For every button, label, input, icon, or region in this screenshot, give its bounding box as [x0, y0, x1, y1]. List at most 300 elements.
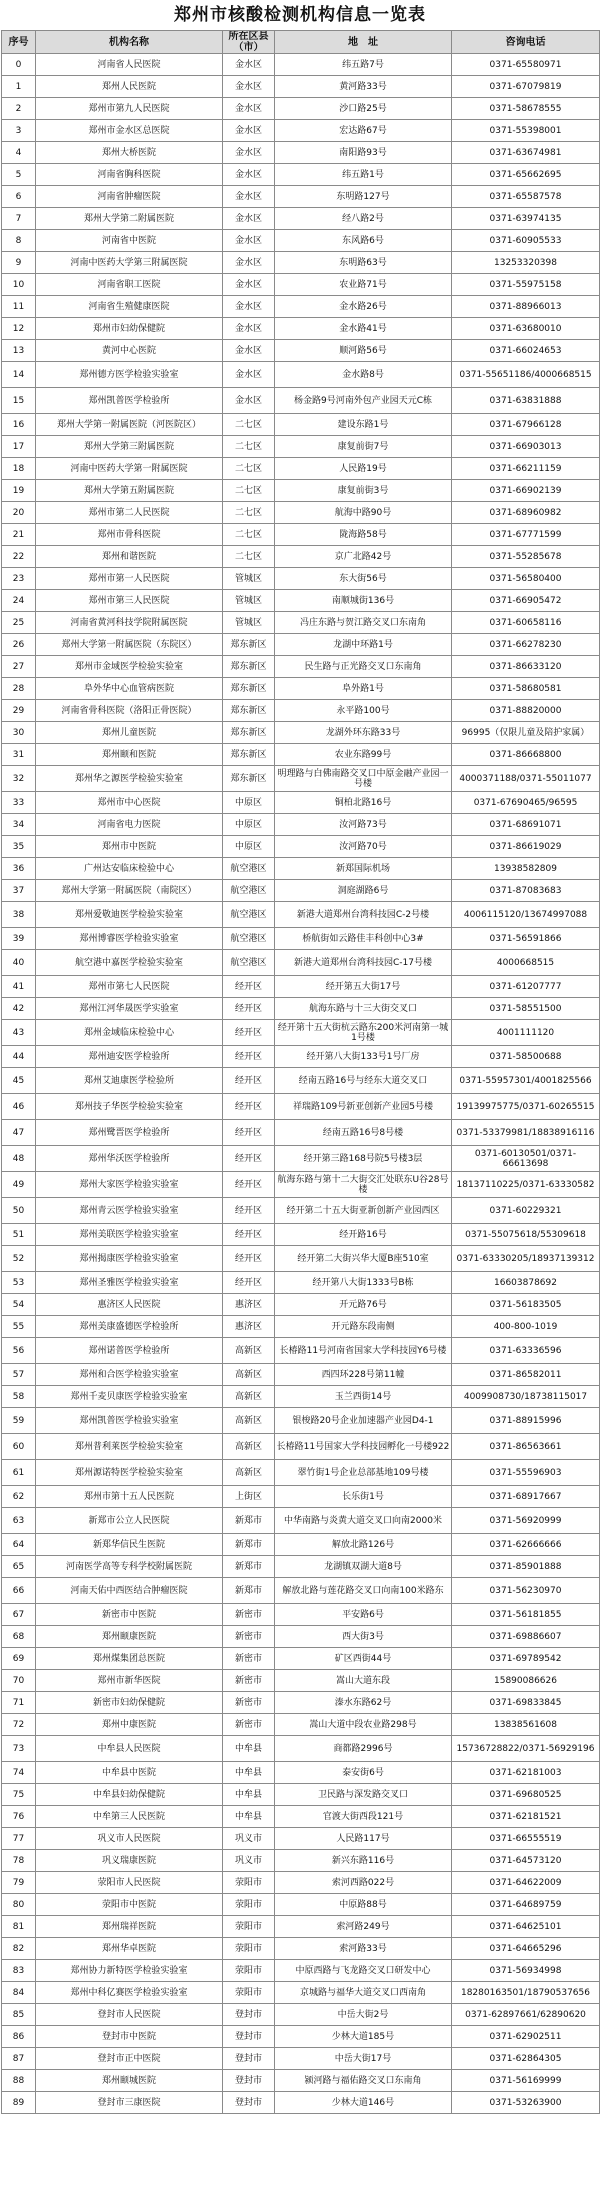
- cell-address: 经开第二十五大街亚新创新产业园西区: [275, 1198, 452, 1224]
- cell-phone: 4009908730/18738115017: [452, 1386, 600, 1408]
- cell-phone: 0371-68691071: [452, 814, 600, 836]
- cell-name: 登封市正中医院: [36, 2048, 223, 2070]
- table-header-row: [2, 31, 600, 54]
- table-row: [2, 1172, 600, 1198]
- cell-district: 经开区: [223, 1272, 275, 1294]
- table-row: [2, 54, 600, 76]
- cell-name: 郑州市新华医院: [36, 1670, 223, 1692]
- cell-district: 荥阳市: [223, 1872, 275, 1894]
- cell-phone: 0371-58678555: [452, 98, 600, 120]
- table-row: [2, 1626, 600, 1648]
- cell-name: 河南中医药大学第三附属医院: [36, 252, 223, 274]
- cell-name: 河南省骨科医院（洛阳正骨医院）: [36, 700, 223, 722]
- table-row: [2, 1020, 600, 1046]
- cell-address: 经南五路16号8号楼: [275, 1120, 452, 1146]
- cell-phone: 0371-66211159: [452, 458, 600, 480]
- cell-phone: 16603878692: [452, 1272, 600, 1294]
- cell-phone: 0371-64689759: [452, 1894, 600, 1916]
- cell-index: 8: [2, 230, 36, 252]
- cell-phone: 0371-66024653: [452, 340, 600, 362]
- cell-district: 登封市: [223, 2092, 275, 2114]
- cell-district: 荥阳市: [223, 1982, 275, 2004]
- cell-index: 68: [2, 1626, 36, 1648]
- cell-phone: 0371-56181855: [452, 1604, 600, 1626]
- cell-phone: 0371-56920999: [452, 1508, 600, 1534]
- cell-district: 金水区: [223, 142, 275, 164]
- table-row: [2, 1094, 600, 1120]
- cell-address: 民生路与正光路交叉口东南角: [275, 656, 452, 678]
- table-row: [2, 902, 600, 928]
- cell-name: 郑州千麦贝康医学检验实验室: [36, 1386, 223, 1408]
- table-row: [2, 814, 600, 836]
- cell-district: 郑东新区: [223, 722, 275, 744]
- cell-phone: 0371-62897661/62890620: [452, 2004, 600, 2026]
- cell-phone: 4001111120: [452, 1020, 600, 1046]
- cell-index: 7: [2, 208, 36, 230]
- cell-name: 郑州市金水区总医院: [36, 120, 223, 142]
- cell-district: 二七区: [223, 502, 275, 524]
- cell-index: 19: [2, 480, 36, 502]
- cell-index: 22: [2, 546, 36, 568]
- cell-district: 经开区: [223, 1146, 275, 1172]
- cell-district: 高新区: [223, 1408, 275, 1434]
- cell-name: 郑州儿童医院: [36, 722, 223, 744]
- cell-phone: 0371-61207777: [452, 976, 600, 998]
- cell-phone: 15736728822/0371-56929196: [452, 1736, 600, 1762]
- cell-phone: 0371-60229321: [452, 1198, 600, 1224]
- cell-district: 中原区: [223, 836, 275, 858]
- cell-name: 中牟县中医院: [36, 1762, 223, 1784]
- cell-address: 铜柏北路16号: [275, 792, 452, 814]
- cell-address: 洞庭湖路6号: [275, 880, 452, 902]
- table-row: [2, 1272, 600, 1294]
- cell-address: 卫民路与深发路交叉口: [275, 1784, 452, 1806]
- table-row: [2, 998, 600, 1020]
- table-row: [2, 1486, 600, 1508]
- table-row: [2, 1408, 600, 1434]
- cell-name: 新郑市公立人民医院: [36, 1508, 223, 1534]
- cell-index: 32: [2, 766, 36, 792]
- cell-index: 18: [2, 458, 36, 480]
- cell-name: 郑州人民医院: [36, 76, 223, 98]
- cell-index: 48: [2, 1146, 36, 1172]
- cell-district: 中原区: [223, 814, 275, 836]
- cell-address: 长乐街1号: [275, 1486, 452, 1508]
- cell-phone: 0371-63680010: [452, 318, 600, 340]
- table-row: [2, 1714, 600, 1736]
- table-row: [2, 1146, 600, 1172]
- cell-address: 长椿路11号河南省国家大学科技园Y6号楼: [275, 1338, 452, 1364]
- cell-index: 52: [2, 1246, 36, 1272]
- cell-name: 郑州协力新特医学检验实验室: [36, 1960, 223, 1982]
- cell-district: 经开区: [223, 998, 275, 1020]
- cell-index: 2: [2, 98, 36, 120]
- cell-name: 郑州颐和医院: [36, 744, 223, 766]
- table-row: [2, 1198, 600, 1224]
- cell-index: 33: [2, 792, 36, 814]
- cell-phone: 0371-65662695: [452, 164, 600, 186]
- cell-phone: 0371-67966128: [452, 414, 600, 436]
- cell-index: 40: [2, 950, 36, 976]
- cell-address: 建设东路1号: [275, 414, 452, 436]
- table-row: [2, 1604, 600, 1626]
- cell-phone: 0371-88966013: [452, 296, 600, 318]
- cell-address: 经八路2号: [275, 208, 452, 230]
- cell-phone: 0371-66555519: [452, 1828, 600, 1850]
- cell-district: 经开区: [223, 1068, 275, 1094]
- cell-address: 开元路东段南侧: [275, 1316, 452, 1338]
- cell-address: 新兴东路116号: [275, 1850, 452, 1872]
- cell-phone: 0371-87083683: [452, 880, 600, 902]
- cell-name: 郑州揭康医学检验实验室: [36, 1246, 223, 1272]
- cell-name: 河南天佑中西医结合肿瘤医院: [36, 1578, 223, 1604]
- table-row: [2, 880, 600, 902]
- cell-district: 金水区: [223, 388, 275, 414]
- table-row: [2, 2004, 600, 2026]
- cell-phone: 0371-56183505: [452, 1294, 600, 1316]
- cell-phone: 0371-58551500: [452, 998, 600, 1020]
- cell-index: 88: [2, 2070, 36, 2092]
- table-row: [2, 1294, 600, 1316]
- cell-name: 新密市中医院: [36, 1604, 223, 1626]
- cell-index: 36: [2, 858, 36, 880]
- cell-address: 经开路16号: [275, 1224, 452, 1246]
- cell-phone: 0371-56934998: [452, 1960, 600, 1982]
- cell-address: 经开第十五大街杭云路东200米河南第一城1号楼: [275, 1020, 452, 1046]
- cell-address: 祥瑞路109号新亚创新产业园5号楼: [275, 1094, 452, 1120]
- table-row: [2, 1762, 600, 1784]
- cell-address: 航海东路与第十二大街交汇处联东U谷28号楼: [275, 1172, 452, 1198]
- table-row: [2, 1850, 600, 1872]
- cell-phone: 0371-55075618/55309618: [452, 1224, 600, 1246]
- cell-address: 中华南路与炎黄大道交叉口向南2000米: [275, 1508, 452, 1534]
- table-row: [2, 296, 600, 318]
- cell-phone: 0371-64573120: [452, 1850, 600, 1872]
- cell-district: 金水区: [223, 296, 275, 318]
- cell-index: 70: [2, 1670, 36, 1692]
- cell-index: 47: [2, 1120, 36, 1146]
- cell-name: 荥阳市中医院: [36, 1894, 223, 1916]
- page-title: 郑州市核酸检测机构信息一览表: [174, 5, 426, 25]
- cell-address: 新郑国际机场: [275, 858, 452, 880]
- cell-phone: 0371-67771599: [452, 524, 600, 546]
- cell-address: 矿区西街44号: [275, 1648, 452, 1670]
- cell-name: 郑州大学第五附属医院: [36, 480, 223, 502]
- cell-district: 新密市: [223, 1670, 275, 1692]
- cell-phone: 0371-66903013: [452, 436, 600, 458]
- table-row: [2, 2092, 600, 2114]
- cell-phone: 0371-86668800: [452, 744, 600, 766]
- cell-index: 5: [2, 164, 36, 186]
- cell-phone: 0371-63974135: [452, 208, 600, 230]
- cell-address: 金水路26号: [275, 296, 452, 318]
- cell-address: 溱水东路62号: [275, 1692, 452, 1714]
- cell-address: 龙湖中环路1号: [275, 634, 452, 656]
- cell-district: 高新区: [223, 1434, 275, 1460]
- cell-district: 金水区: [223, 76, 275, 98]
- cell-address: 宏达路67号: [275, 120, 452, 142]
- cell-phone: 0371-86619029: [452, 836, 600, 858]
- cell-district: 金水区: [223, 98, 275, 120]
- cell-district: 经开区: [223, 1224, 275, 1246]
- cell-name: 郑州大学第一附属医院（河医院区）: [36, 414, 223, 436]
- table-row: [2, 1246, 600, 1272]
- cell-phone: 0371-63674981: [452, 142, 600, 164]
- header-address: 地 址: [275, 31, 452, 54]
- cell-index: 69: [2, 1648, 36, 1670]
- table-row: [2, 1068, 600, 1094]
- cell-index: 55: [2, 1316, 36, 1338]
- cell-district: 荥阳市: [223, 1894, 275, 1916]
- cell-name: 郑州市骨科医院: [36, 524, 223, 546]
- cell-district: 金水区: [223, 318, 275, 340]
- cell-district: 登封市: [223, 2070, 275, 2092]
- cell-name: 郑州青云医学检验实验室: [36, 1198, 223, 1224]
- cell-district: 经开区: [223, 1046, 275, 1068]
- cell-name: 郑州迪安医学检验所: [36, 1046, 223, 1068]
- cell-phone: 0371-60658116: [452, 612, 600, 634]
- table-row: [2, 634, 600, 656]
- cell-index: 76: [2, 1806, 36, 1828]
- table-row: [2, 1460, 600, 1486]
- table-row: [2, 458, 600, 480]
- cell-address: 新港大道郑州台湾科技园C-17号楼: [275, 950, 452, 976]
- cell-address: 康复前街3号: [275, 480, 452, 502]
- cell-name: 郑州诺普医学检验所: [36, 1338, 223, 1364]
- cell-phone: 0371-64665296: [452, 1938, 600, 1960]
- table-row: [2, 1534, 600, 1556]
- cell-phone: 0371-53263900: [452, 2092, 600, 2114]
- cell-address: 航海中路90号: [275, 502, 452, 524]
- cell-name: 中牟县人民医院: [36, 1736, 223, 1762]
- cell-phone: 0371-60905533: [452, 230, 600, 252]
- cell-phone: 0371-69680525: [452, 1784, 600, 1806]
- cell-district: 航空港区: [223, 880, 275, 902]
- cell-name: 河南省生殖健康医院: [36, 296, 223, 318]
- table-row: [2, 2070, 600, 2092]
- cell-district: 管城区: [223, 568, 275, 590]
- cell-phone: 0371-58500688: [452, 1046, 600, 1068]
- cell-address: 阜外路1号: [275, 678, 452, 700]
- cell-address: 中岳大街17号: [275, 2048, 452, 2070]
- cell-phone: 0371-56580400: [452, 568, 600, 590]
- cell-index: 87: [2, 2048, 36, 2070]
- cell-index: 29: [2, 700, 36, 722]
- cell-index: 20: [2, 502, 36, 524]
- cell-district: 郑东新区: [223, 656, 275, 678]
- cell-name: 郑州鹭晋医学检验所: [36, 1120, 223, 1146]
- cell-index: 37: [2, 880, 36, 902]
- cell-address: 解放北路与莲花路交叉口向南100米路东: [275, 1578, 452, 1604]
- cell-name: 郑州普利莱医学检验实验室: [36, 1434, 223, 1460]
- cell-index: 77: [2, 1828, 36, 1850]
- cell-name: 郑州源诺特医学检验实验室: [36, 1460, 223, 1486]
- cell-address: 解放北路126号: [275, 1534, 452, 1556]
- cell-address: 桥航街如云路佳丰科创中心3#: [275, 928, 452, 950]
- cell-phone: 0371-62181521: [452, 1806, 600, 1828]
- cell-phone: 0371-88915996: [452, 1408, 600, 1434]
- cell-phone: 0371-86582011: [452, 1364, 600, 1386]
- table-row: [2, 612, 600, 634]
- table-row: [2, 2026, 600, 2048]
- cell-name: 河南医学高等专科学校附属医院: [36, 1556, 223, 1578]
- cell-district: 郑东新区: [223, 678, 275, 700]
- table-row: [2, 388, 600, 414]
- cell-name: 郑州和合医学检验实验室: [36, 1364, 223, 1386]
- cell-district: 经开区: [223, 1094, 275, 1120]
- cell-name: 郑州市第九人民医院: [36, 98, 223, 120]
- cell-name: 新郑华信民生医院: [36, 1534, 223, 1556]
- cell-district: 中牟县: [223, 1806, 275, 1828]
- cell-index: 51: [2, 1224, 36, 1246]
- cell-district: 管城区: [223, 612, 275, 634]
- table-row: [2, 1692, 600, 1714]
- table-row: [2, 568, 600, 590]
- table-row: [2, 1508, 600, 1534]
- cell-phone: 0371-55957301/4001825566: [452, 1068, 600, 1094]
- cell-address: 翠竹街1号企业总部基地109号楼: [275, 1460, 452, 1486]
- cell-name: 郑州市第十五人民医院: [36, 1486, 223, 1508]
- cell-index: 46: [2, 1094, 36, 1120]
- cell-district: 新密市: [223, 1626, 275, 1648]
- table-row: [2, 414, 600, 436]
- cell-address: 明理路与白佛南路交叉口中原金融产业园一号楼: [275, 766, 452, 792]
- cell-district: 巩义市: [223, 1850, 275, 1872]
- header-phone: 咨询电话: [452, 31, 600, 54]
- cell-name: 郑州市第二人民医院: [36, 502, 223, 524]
- cell-address: 经开第八大街1333号B栋: [275, 1272, 452, 1294]
- cell-name: 郑州技子华医学检验实验室: [36, 1094, 223, 1120]
- table-row: [2, 340, 600, 362]
- table-row: [2, 792, 600, 814]
- cell-address: 龙湖外环东路33号: [275, 722, 452, 744]
- table-row: [2, 120, 600, 142]
- cell-address: 人民路19号: [275, 458, 452, 480]
- table-row: [2, 656, 600, 678]
- institution-table: [1, 30, 600, 2114]
- table-row: [2, 928, 600, 950]
- cell-district: 登封市: [223, 2004, 275, 2026]
- cell-name: 郑州艾迪康医学检验所: [36, 1068, 223, 1094]
- cell-index: 56: [2, 1338, 36, 1364]
- cell-index: 79: [2, 1872, 36, 1894]
- cell-index: 81: [2, 1916, 36, 1938]
- table-row: [2, 2048, 600, 2070]
- cell-address: 黄河路33号: [275, 76, 452, 98]
- cell-district: 金水区: [223, 208, 275, 230]
- cell-phone: 4000371188/0371-55011077: [452, 766, 600, 792]
- cell-index: 59: [2, 1408, 36, 1434]
- cell-address: 银梭路20号企业加速器产业园D4-1: [275, 1408, 452, 1434]
- cell-phone: 19139975775/0371-60265515: [452, 1094, 600, 1120]
- cell-phone: 0371-56230970: [452, 1578, 600, 1604]
- cell-index: 63: [2, 1508, 36, 1534]
- cell-name: 河南省人民医院: [36, 54, 223, 76]
- cell-phone: 0371-85901888: [452, 1556, 600, 1578]
- table-row: [2, 208, 600, 230]
- cell-name: 郑州大家医学检验实验室: [36, 1172, 223, 1198]
- cell-index: 14: [2, 362, 36, 388]
- cell-phone: 0371-62666666: [452, 1534, 600, 1556]
- cell-index: 44: [2, 1046, 36, 1068]
- cell-district: 二七区: [223, 436, 275, 458]
- cell-district: 二七区: [223, 458, 275, 480]
- cell-index: 21: [2, 524, 36, 546]
- cell-name: 郑州市中医院: [36, 836, 223, 858]
- cell-district: 金水区: [223, 252, 275, 274]
- cell-name: 郑州煤集团总医院: [36, 1648, 223, 1670]
- cell-address: 玉兰西街14号: [275, 1386, 452, 1408]
- cell-address: 长椿路11号国家大学科技园孵化一号楼922: [275, 1434, 452, 1460]
- cell-index: 82: [2, 1938, 36, 1960]
- cell-name: 郑州华之源医学检验实验室: [36, 766, 223, 792]
- cell-index: 28: [2, 678, 36, 700]
- cell-district: 航空港区: [223, 902, 275, 928]
- cell-index: 1: [2, 76, 36, 98]
- table-row: [2, 274, 600, 296]
- cell-address: 泰安街6号: [275, 1762, 452, 1784]
- cell-district: 登封市: [223, 2026, 275, 2048]
- cell-name: 登封市人民医院: [36, 2004, 223, 2026]
- cell-district: 新郑市: [223, 1556, 275, 1578]
- cell-index: 25: [2, 612, 36, 634]
- header-name: 机构名称: [36, 31, 223, 54]
- table-row: [2, 1894, 600, 1916]
- cell-district: 郑东新区: [223, 700, 275, 722]
- cell-index: 89: [2, 2092, 36, 2114]
- cell-name: 黄河中心医院: [36, 340, 223, 362]
- cell-district: 经开区: [223, 1198, 275, 1224]
- cell-address: 经开第五大街17号: [275, 976, 452, 998]
- table-row: [2, 858, 600, 880]
- cell-phone: 0371-65587578: [452, 186, 600, 208]
- cell-index: 54: [2, 1294, 36, 1316]
- cell-address: 东大街56号: [275, 568, 452, 590]
- cell-name: 河南省中医院: [36, 230, 223, 252]
- cell-address: 索河路249号: [275, 1916, 452, 1938]
- cell-phone: 0371-56169999: [452, 2070, 600, 2092]
- cell-index: 11: [2, 296, 36, 318]
- table-row: [2, 186, 600, 208]
- cell-address: 东风路6号: [275, 230, 452, 252]
- cell-phone: 0371-63336596: [452, 1338, 600, 1364]
- cell-district: 航空港区: [223, 928, 275, 950]
- cell-address: 康复前街7号: [275, 436, 452, 458]
- cell-address: 龙湖镇双湖大道8号: [275, 1556, 452, 1578]
- cell-district: 二七区: [223, 546, 275, 568]
- cell-phone: 0371-88820000: [452, 700, 600, 722]
- table-row: [2, 678, 600, 700]
- cell-name: 郑州华沃医学检验所: [36, 1146, 223, 1172]
- table-row: [2, 722, 600, 744]
- cell-name: 郑州美康盛德医学检验所: [36, 1316, 223, 1338]
- table-row: [2, 1386, 600, 1408]
- cell-index: 3: [2, 120, 36, 142]
- cell-index: 43: [2, 1020, 36, 1046]
- cell-address: 京城路与福华大道交叉口西南角: [275, 1982, 452, 2004]
- cell-address: 中原路88号: [275, 1894, 452, 1916]
- cell-address: 航海东路与十三大街交叉口: [275, 998, 452, 1020]
- cell-name: 郑州中科亿赛医学检验实验室: [36, 1982, 223, 2004]
- cell-phone: 0371-66278230: [452, 634, 600, 656]
- cell-district: 新密市: [223, 1692, 275, 1714]
- cell-district: 经开区: [223, 976, 275, 998]
- cell-name: 河南省肿瘤医院: [36, 186, 223, 208]
- cell-phone: 0371-86563661: [452, 1434, 600, 1460]
- table-row: [2, 1578, 600, 1604]
- table-row: [2, 362, 600, 388]
- cell-index: 26: [2, 634, 36, 656]
